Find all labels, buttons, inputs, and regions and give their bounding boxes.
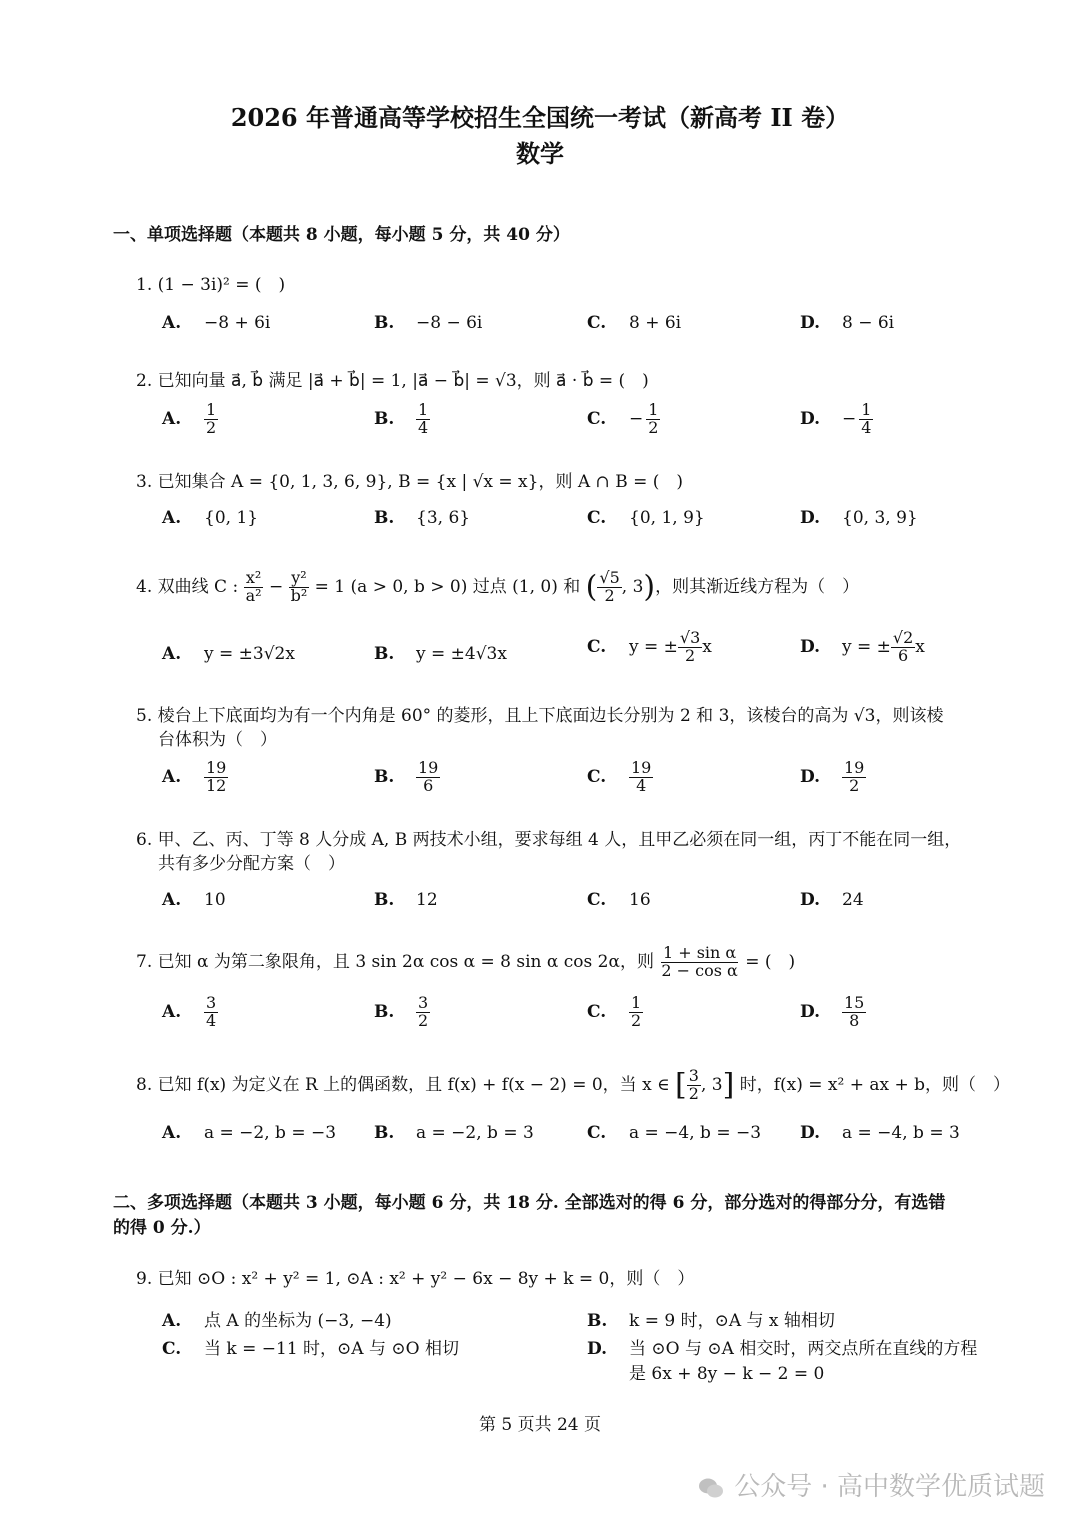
wechat-icon [698, 1477, 724, 1499]
q9-option-a: A. 点 A 的坐标为 (−3, −4) [162, 1311, 392, 1331]
exam-title: 2026 年普通高等学校招生全国统一考试（新高考 II 卷） [230, 103, 850, 132]
q2-option-b: B. $\frac{1}{4}$ [374, 400, 429, 437]
q7-option-a: A. $\frac{3}{4}$ [162, 993, 217, 1030]
question-1-stem: 1. (1 − 3i)² = ( ) [136, 275, 286, 295]
q1-option-c: C. 8 + 6i [587, 313, 682, 333]
q3-option-a: A. {0, 1} [162, 508, 259, 528]
q8-option-d: D. a = −4, b = 3 [800, 1123, 960, 1143]
q7-option-d: D. $\frac{15}{8}$ [800, 993, 865, 1030]
q6-option-b: B. 12 [374, 890, 438, 910]
question-5-stem-line1: 5. 棱台上下底面均为有一个内角是 60° 的菱形，且上下底面边长分别为 2 和 3，该棱台的高为 √3，则该棱 [136, 706, 944, 726]
section-1-heading: 一、单项选择题（本题共 8 小题，每小题 5 分，共 40 分） [113, 225, 570, 245]
question-7-stem: 7. 已知 α 为第二象限角，且 3 sin 2α cos α = 8 sin α cos 2α，则 $\frac{\text{1 + sin α}}{\text{2 − cos α}}$ = ( ) [136, 943, 796, 980]
q7-option-b: B. $\frac{3}{2}$ [374, 993, 429, 1030]
question-6-stem-line1: 6. 甲、乙、丙、丁等 8 人分成 A, B 两技术小组，要求每组 4 人，且甲乙必须在同一组，丙丁不能在同一组， [136, 830, 962, 850]
q2-option-c: C. − $\frac{1}{2}$ [587, 400, 659, 437]
q9-option-c: C. 当 k = −11 时，⊙A 与 ⊙O 相切 [162, 1339, 459, 1359]
q6-option-a: A. 10 [162, 890, 226, 910]
q9-option-d-line2: 是 6x + 8y − k − 2 = 0 [629, 1364, 825, 1384]
q8-option-a: A. a = −2, b = −3 [162, 1123, 337, 1143]
q4-option-d: D. y = ± $\frac{√2}{6}$ x [800, 628, 925, 665]
watermark: 公众号 · 高中数学优质试题 [698, 1466, 1045, 1503]
q5-option-c: C. $\frac{19}{4}$ [587, 758, 652, 795]
section-2-heading-line2: 的得 0 分.） [113, 1218, 211, 1238]
question-4-stem: 4. 双曲线 C : $\frac{\text{x²}}{\text{a²}}$ − $\frac{\text{y²}}{\text{b²}}$ = 1 (a > 0, b > 0) 过点 (1, 0) 和 ( $\frac{√5}{2}$ , 3)，则其渐近线方程为（ ） [136, 568, 860, 605]
page-footer: 第 5 页共 24 页 [478, 1415, 602, 1435]
q1-option-a: A. −8 + 6i [162, 313, 271, 333]
q3-option-b: B. {3, 6} [374, 508, 471, 528]
q3-option-d: D. {0, 3, 9} [800, 508, 918, 528]
q8-option-b: B. a = −2, b = 3 [374, 1123, 534, 1143]
q2-option-d: D. − $\frac{1}{4}$ [800, 400, 872, 437]
q3-option-c: C. {0, 1, 9} [587, 508, 705, 528]
exam-subject: 数学 [516, 139, 564, 168]
q5-option-d: D. $\frac{19}{2}$ [800, 758, 865, 795]
q6-option-c: C. 16 [587, 890, 651, 910]
q8-option-c: C. a = −4, b = −3 [587, 1123, 762, 1143]
q7-option-c: C. $\frac{1}{2}$ [587, 993, 642, 1030]
q1-option-b: B. −8 − 6i [374, 313, 483, 333]
question-9-stem: 9. 已知 ⊙O : x² + y² = 1, ⊙A : x² + y² − 6x − 8y + k = 0，则（ ） [136, 1269, 695, 1289]
q9-option-d: D. 当 ⊙O 与 ⊙A 相交时，两交点所在直线的方程 [587, 1339, 978, 1359]
q9-option-b: B. k = 9 时，⊙A 与 x 轴相切 [587, 1311, 835, 1331]
q5-option-b: B. $\frac{19}{6}$ [374, 758, 439, 795]
q4-option-c: C. y = ± $\frac{√3}{2}$ x [587, 628, 712, 665]
section-2-heading-line1: 二、多项选择题（本题共 3 小题，每小题 6 分，共 18 分. 全部选对的得 6 分，部分选对的得部分分，有选错 [113, 1193, 946, 1213]
question-2-stem: 2. 已知向量 a⃗, b⃗ 满足 |a⃗ + b⃗| = 1, |a⃗ − b⃗| = √3，则 a⃗ · b⃗ = ( ) [136, 371, 649, 391]
q4-option-b: B. y = ±4√3x [374, 644, 507, 664]
question-8-stem: 8. 已知 f(x) 为定义在 R 上的偶函数，且 f(x) + f(x − 2) = 0，当 x ∈ [ $\frac{3}{2}$ , 3] 时，f(x) = x² + ax + b，则（ ） [136, 1066, 1011, 1103]
question-6-stem-line2: 共有多少分配方案（ ） [158, 854, 345, 874]
question-3-stem: 3. 已知集合 A = {0, 1, 3, 6, 9}, B = {x | √x = x}，则 A ∩ B = ( ) [136, 472, 684, 492]
question-5-stem-line2: 台体积为（ ） [158, 730, 277, 750]
q1-option-d: D. 8 − 6i [800, 313, 895, 333]
q2-option-a: A. $\frac{1}{2}$ [162, 400, 217, 437]
q6-option-d: D. 24 [800, 890, 864, 910]
q5-option-a: A. $\frac{19}{12}$ [162, 758, 227, 795]
q4-option-a: A. y = ±3√2x [162, 644, 295, 664]
